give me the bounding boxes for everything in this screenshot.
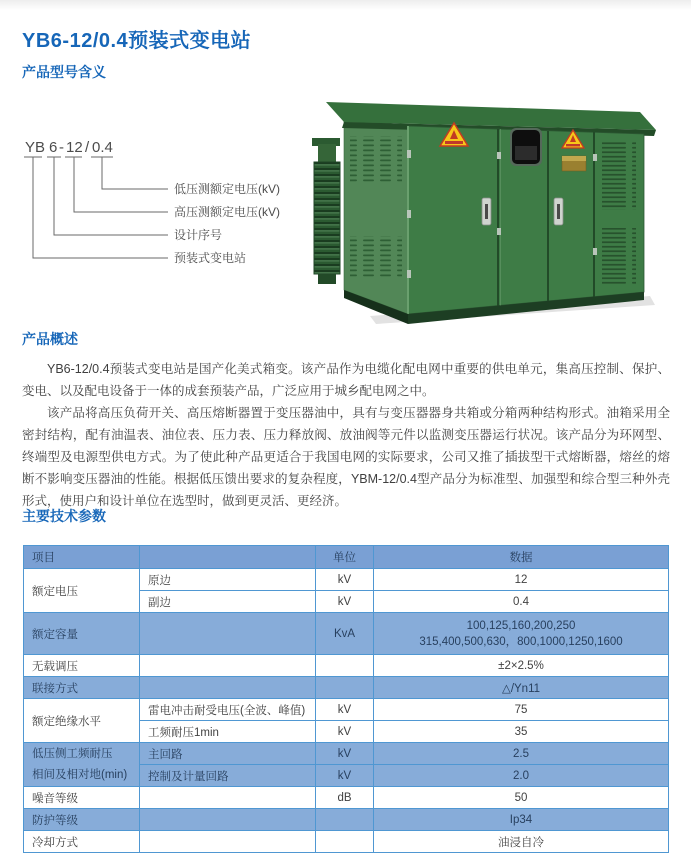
cell-primary-unit: kV: [316, 569, 374, 591]
cell-empty: [316, 655, 374, 677]
cell-empty: [316, 677, 374, 699]
cell-primary-value: 12: [374, 569, 669, 591]
row-cooling: [24, 831, 669, 853]
door-handle: [482, 198, 491, 225]
cell-main-circuit-unit: kV: [316, 743, 374, 765]
cell-noise-value: 50: [374, 787, 669, 809]
spec-table: [23, 545, 669, 853]
model-diagram: [22, 136, 322, 276]
table-header-row: [24, 546, 669, 569]
side-vent-louvers-top: [350, 136, 402, 182]
cell-insulation-label: 额定绝缘水平: [24, 699, 140, 743]
cell-connection-label: 联接方式: [24, 677, 140, 699]
section-params-heading: 主要技术参数: [22, 508, 106, 524]
row-noise: [24, 787, 669, 809]
front-vent-louvers-top: [602, 140, 636, 210]
cell-control-value: 2.0: [374, 765, 669, 787]
lv-label-line-2: 相间及相对地(min): [32, 768, 128, 781]
model-code-sep1: -: [59, 139, 64, 156]
model-connector-lines: [24, 157, 168, 258]
model-code-yb: YB: [25, 139, 46, 156]
door-handle-2: [554, 198, 563, 225]
row-lv-main-circuit: [24, 743, 669, 765]
cell-empty: [140, 809, 316, 831]
cell-rated-voltage-label: 额定电压: [24, 569, 140, 613]
cell-empty: [140, 831, 316, 853]
side-vent-louvers-bottom: [350, 236, 402, 278]
cell-lightning-unit: kV: [316, 699, 374, 721]
cell-secondary-unit: kV: [316, 591, 374, 613]
cell-empty: [140, 677, 316, 699]
capacity-line-2: 315,400,500,630，800,1000,1250,1600: [419, 635, 623, 648]
brass-nameplate: [562, 156, 586, 171]
cell-main-circuit-sub: 主回路: [140, 743, 316, 765]
cabinet-front-face: [407, 123, 644, 314]
cell-noise-label: 噪音等级: [24, 787, 140, 809]
front-vent-louvers-bottom: [602, 228, 636, 284]
model-label-hv: 高压测额定电压(kV): [174, 205, 280, 219]
cell-cooling-value: 油浸自冷: [374, 831, 669, 853]
row-rated-voltage-primary: [24, 569, 669, 591]
substation-illustration: [310, 78, 690, 326]
model-code-sep2: /: [85, 139, 90, 156]
cabinet-side-panel: [344, 116, 408, 314]
cell-capacity-unit: KvA: [316, 613, 374, 655]
section-model-heading: 产品型号含义: [22, 64, 106, 80]
product-photo: [310, 78, 690, 326]
lv-label-line-1: 低压侧工频耐压: [32, 747, 113, 760]
row-protection: [24, 809, 669, 831]
row-connection: [24, 677, 669, 699]
top-fade-bar: [0, 0, 691, 10]
cell-tap-label: 无载调压: [24, 655, 140, 677]
cell-capacity-value: [374, 613, 669, 655]
cell-capacity-label: 额定容量: [24, 613, 140, 655]
cell-protection-value: Ip34: [374, 809, 669, 831]
cell-main-circuit-value: 2.5: [374, 743, 669, 765]
model-code-lv: 0.4: [92, 139, 113, 156]
model-code-hv: 12: [66, 139, 83, 156]
cell-noise-unit: dB: [316, 787, 374, 809]
overview-text: [22, 358, 670, 512]
header-item: 项目: [24, 546, 140, 569]
cell-cooling-label: 冷却方式: [24, 831, 140, 853]
header-data: 数据: [374, 546, 669, 569]
cell-secondary-value: 0.4: [374, 591, 669, 613]
model-label-station: 预装式变电站: [174, 251, 247, 265]
cell-tap-value: ±2×2.5%: [374, 655, 669, 677]
header-unit: 单位: [316, 546, 374, 569]
inspection-window: [510, 128, 542, 166]
cell-lv-withstand-label: [24, 743, 140, 787]
cell-empty: [140, 787, 316, 809]
model-label-design: 设计序号: [174, 228, 223, 242]
cell-secondary-sub: 副边: [140, 591, 316, 613]
model-code-design: 6: [49, 139, 58, 156]
overview-paragraph-1: YB6-12/0.4预装式变电站是国产化美式箱变。该产品作为电缆化配电网中重要的供电单元，集高压控制、保护、变电、以及配电设备于一体的成套预装产品，广泛应用于城乡配电网之中。: [22, 362, 670, 398]
cell-power-freq-value: 35: [374, 721, 669, 743]
cell-connection-value: △/Yn11: [374, 677, 669, 699]
cell-empty: [140, 613, 316, 655]
row-insulation-lightning: [24, 699, 669, 721]
header-sub: [140, 546, 316, 569]
page-title: YB6-12/0.4预装式变电站: [22, 30, 252, 52]
cell-lightning-value: 75: [374, 699, 669, 721]
transformer-radiator: [312, 138, 340, 284]
cell-empty: [140, 655, 316, 677]
cell-lightning-sub: 雷电冲击耐受电压(全波、峰值): [140, 699, 316, 721]
cell-power-freq-sub: 工频耐压1min: [140, 721, 316, 743]
cell-power-freq-unit: kV: [316, 721, 374, 743]
capacity-line-1: 100,125,160,200,250: [466, 619, 576, 632]
cell-control-unit: kV: [316, 765, 374, 787]
cell-empty: [316, 809, 374, 831]
cell-protection-label: 防护等级: [24, 809, 140, 831]
cell-empty: [316, 831, 374, 853]
cell-primary-sub: 原边: [140, 569, 316, 591]
section-overview-heading: 产品概述: [22, 331, 78, 347]
row-rated-capacity: [24, 613, 669, 655]
cell-control-sub: 控制及计量回路: [140, 765, 316, 787]
model-label-lv: 低压测额定电压(kV): [174, 182, 280, 196]
overview-paragraph-2: 该产品将高压负荷开关、高压熔断器置于变压器油中，具有与变压器器身共箱或分箱两种结构形式。油箱采用全密封结构，配有油温表、油位表、压力表、压力释放阀、放油阀等元件以监测变压器运行状况。该产品分为环网型、终端型及电源型供电方式。为了使此种产品更适合于我国电网的实际要求，公司又推了插拔型干式熔断器，熔丝的熔断不影响变压器油的性能。根据低压馈出要求的复杂程度，YBM-12/0.4型产品分为标准型、加强型和综合型三种外壳形式，使用户和设计单位在选型时，做到更灵活、更经济。: [22, 406, 670, 508]
row-no-load-tap: [24, 655, 669, 677]
